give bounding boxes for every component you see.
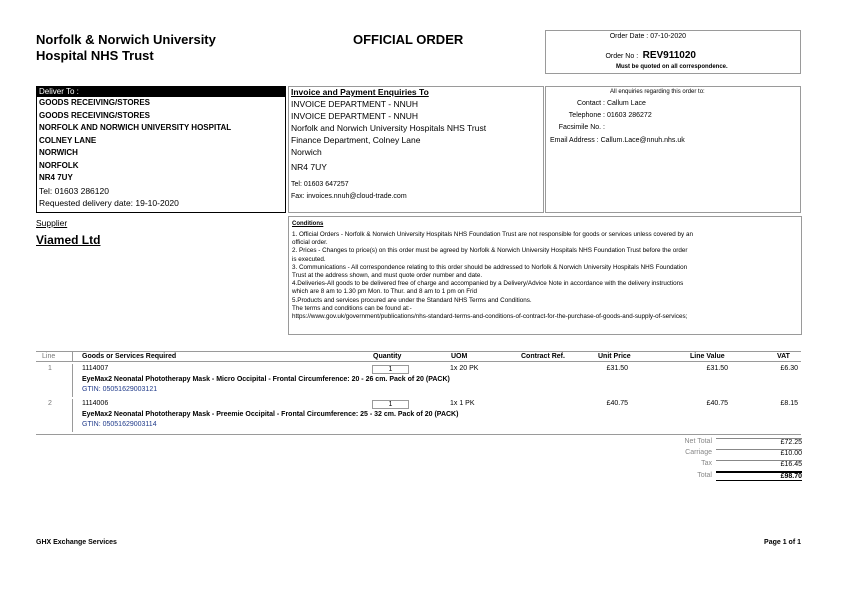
row-vat: £8.15 bbox=[780, 400, 798, 407]
invoice-box bbox=[288, 86, 544, 213]
order-date-label: Order Date : bbox=[609, 33, 649, 40]
deliver-to-box bbox=[36, 86, 286, 213]
conditions-heading: Conditions bbox=[292, 221, 324, 227]
deliver-to-line: GOODS RECEIVING/STORES bbox=[39, 98, 150, 107]
invoice-line: INVOICE DEPARTMENT - NNUH bbox=[291, 111, 419, 121]
column-goods: Goods or Services Required bbox=[82, 353, 177, 360]
condition-line: 4.Deliveries-All goods to be delivered free of charge and accompanied by a Delivery/Advice Note in accordance with the delivery instructions bbox=[292, 280, 684, 288]
column-unit-price: Unit Price bbox=[598, 353, 631, 360]
deliver-to-line: GOODS RECEIVING/STORES bbox=[39, 110, 150, 120]
email-label: Email Address : bbox=[550, 137, 599, 144]
row-unit-price: £31.50 bbox=[606, 365, 628, 372]
condition-line: 2. Prices - Changes to price(s) on this order must be agreed by Norfolk & Norwich University Hospitals NHS Foundation Trust before the order bbox=[292, 247, 688, 255]
total-label: Total bbox=[697, 472, 712, 479]
invoice-heading: Invoice and Payment Enquiries To bbox=[291, 87, 429, 97]
net-total-label: Net Total bbox=[684, 438, 712, 445]
order-number-row bbox=[546, 45, 696, 63]
deliver-to-label: Deliver To : bbox=[37, 87, 285, 97]
document-title: OFFICIAL ORDER bbox=[353, 32, 464, 47]
table-row bbox=[36, 399, 801, 432]
row-quantity: 1 bbox=[372, 400, 409, 409]
invoice-line: NR4 7UY bbox=[291, 162, 327, 172]
column-contract: Contract Ref. bbox=[521, 353, 565, 360]
deliver-to-tel: Tel: 01603 286120 bbox=[39, 186, 109, 196]
conditions-box bbox=[288, 216, 802, 335]
page-number: Page 1 of 1 bbox=[764, 539, 801, 546]
totals-block bbox=[600, 438, 802, 486]
telephone-label: Telephone : bbox=[568, 112, 605, 119]
row-vat: £6.30 bbox=[780, 365, 798, 372]
email-row bbox=[550, 137, 685, 144]
row-line-number: 1 bbox=[48, 365, 52, 372]
row-line-value: £31.50 bbox=[706, 365, 728, 372]
requested-delivery-date: Requested delivery date: 19-10-2020 bbox=[39, 198, 179, 208]
table-row bbox=[36, 364, 801, 397]
deliver-to-line: NORFOLK bbox=[39, 160, 79, 170]
deliver-to-line: NR4 7UY bbox=[39, 173, 73, 182]
condition-line: 3. Communications - All correspondence relating to this order should be addressed to Norfolk & Norwich University Hospitals NHS Foundation bbox=[292, 263, 688, 271]
condition-line: Trust at the address shown, and must quote order number and date. bbox=[292, 272, 483, 280]
condition-line: 1. Official Orders - Norfolk & Norwich University Hospitals NHS Foundation Trust are not responsible for goods or services unless covered by an bbox=[292, 231, 693, 238]
row-uom: 1x 1 PK bbox=[450, 400, 475, 407]
row-gtin: GTIN: 05051629003114 bbox=[82, 421, 157, 428]
invoice-line: Finance Department, Colney Lane bbox=[291, 135, 421, 145]
supplier-name: Viamed Ltd bbox=[36, 233, 101, 247]
column-line: Line bbox=[42, 353, 56, 360]
column-uom: UOM bbox=[451, 353, 468, 360]
contact-label: Contact : bbox=[576, 100, 605, 107]
facsimile-row bbox=[546, 124, 605, 131]
net-total-value: £72.25 bbox=[716, 438, 802, 446]
order-date: 07-10-2020 bbox=[650, 33, 686, 40]
contact-row bbox=[546, 100, 646, 107]
carriage-value: £10.00 bbox=[716, 449, 802, 457]
condition-line: The terms and conditions can be found at:- bbox=[292, 304, 412, 312]
order-date-row bbox=[546, 33, 686, 40]
order-number: REV911020 bbox=[642, 50, 696, 61]
order-info-box bbox=[545, 30, 801, 74]
invoice-line: Norfolk and Norwich University Hospitals NHS Trust bbox=[291, 123, 487, 133]
deliver-to-line: NORWICH bbox=[39, 148, 78, 157]
invoice-line: Norwich bbox=[291, 147, 322, 157]
condition-line: official order. bbox=[292, 239, 328, 247]
telephone-row bbox=[546, 112, 652, 119]
deliver-to-address bbox=[39, 97, 231, 185]
row-description: EyeMax2 Neonatal Phototherapy Mask - Micro Occipital - Frontal Circumference: 20 - 26 cm. Pack of 20 (PACK) bbox=[82, 376, 450, 383]
items-table bbox=[36, 351, 801, 437]
tax-value: £16.45 bbox=[716, 460, 802, 468]
row-unit-price: £40.75 bbox=[606, 400, 628, 407]
row-gtin: GTIN: 05051629003121 bbox=[82, 386, 158, 393]
organisation-name bbox=[36, 32, 216, 64]
quote-note: Must be quoted on all correspondence. bbox=[616, 64, 728, 70]
contact-name: Callum Lace bbox=[606, 100, 646, 107]
total-value: £98.70 bbox=[716, 471, 802, 481]
invoice-line: INVOICE DEPARTMENT - NNUH bbox=[291, 99, 419, 109]
column-vat: VAT bbox=[777, 353, 790, 360]
contact-heading: All enquiries regarding this order to: bbox=[610, 89, 705, 95]
organisation-name-line1: Norfolk & Norwich University bbox=[36, 32, 216, 47]
row-quantity: 1 bbox=[372, 365, 409, 374]
condition-line: which are 8 am to 1.30 pm Mon. to Thur. and 8 am to 1 pm on Frid bbox=[292, 288, 478, 296]
tax-label: Tax bbox=[701, 460, 712, 467]
row-line-number: 2 bbox=[48, 400, 52, 407]
row-line-value: £40.75 bbox=[706, 400, 728, 407]
email-value: Callum.Lace@nnuh.nhs.uk bbox=[600, 137, 685, 144]
footer-left: GHX Exchange Services bbox=[36, 539, 117, 546]
carriage-label: Carriage bbox=[685, 449, 712, 456]
deliver-to-line: NORFOLK AND NORWICH UNIVERSITY HOSPITAL bbox=[39, 123, 232, 132]
invoice-tel: Tel: 01603 647257 bbox=[291, 181, 349, 188]
table-header bbox=[36, 351, 801, 362]
row-product-code: 1114006 bbox=[82, 400, 109, 407]
facsimile-label: Facsimile No. : bbox=[558, 124, 605, 131]
row-description: EyeMax2 Neonatal Phototherapy Mask - Preemie Occipital - Frontal Circumference: 25 - 32 cm. Pack of 20 (PACK) bbox=[82, 411, 459, 418]
condition-line: is executed. bbox=[292, 255, 326, 263]
column-quantity: Quantity bbox=[373, 353, 402, 360]
column-line-value: Line Value bbox=[690, 353, 725, 360]
invoice-address bbox=[291, 98, 486, 173]
telephone-value: 01603 286272 bbox=[606, 112, 652, 119]
organisation-name-line2: Hospital NHS Trust bbox=[36, 48, 154, 63]
invoice-fax: Fax: invoices.nnuh@cloud-trade.com bbox=[291, 193, 407, 200]
row-product-code: 1114007 bbox=[82, 365, 109, 372]
order-number-label: Order No : bbox=[605, 53, 639, 60]
deliver-to-line: COLNEY LANE bbox=[39, 135, 97, 145]
supplier-label: Supplier bbox=[36, 218, 68, 228]
contact-box bbox=[545, 86, 801, 213]
condition-line: 5.Products and services procured are under the Standard NHS Terms and Conditions. bbox=[292, 296, 532, 304]
row-uom: 1x 20 PK bbox=[450, 365, 479, 372]
condition-line: https://www.gov.uk/government/publications/nhs-standard-terms-and-conditions-of-contract-for-the-purchase-of-goods-and-supply-of-services; bbox=[292, 313, 688, 321]
conditions-text bbox=[292, 231, 693, 321]
